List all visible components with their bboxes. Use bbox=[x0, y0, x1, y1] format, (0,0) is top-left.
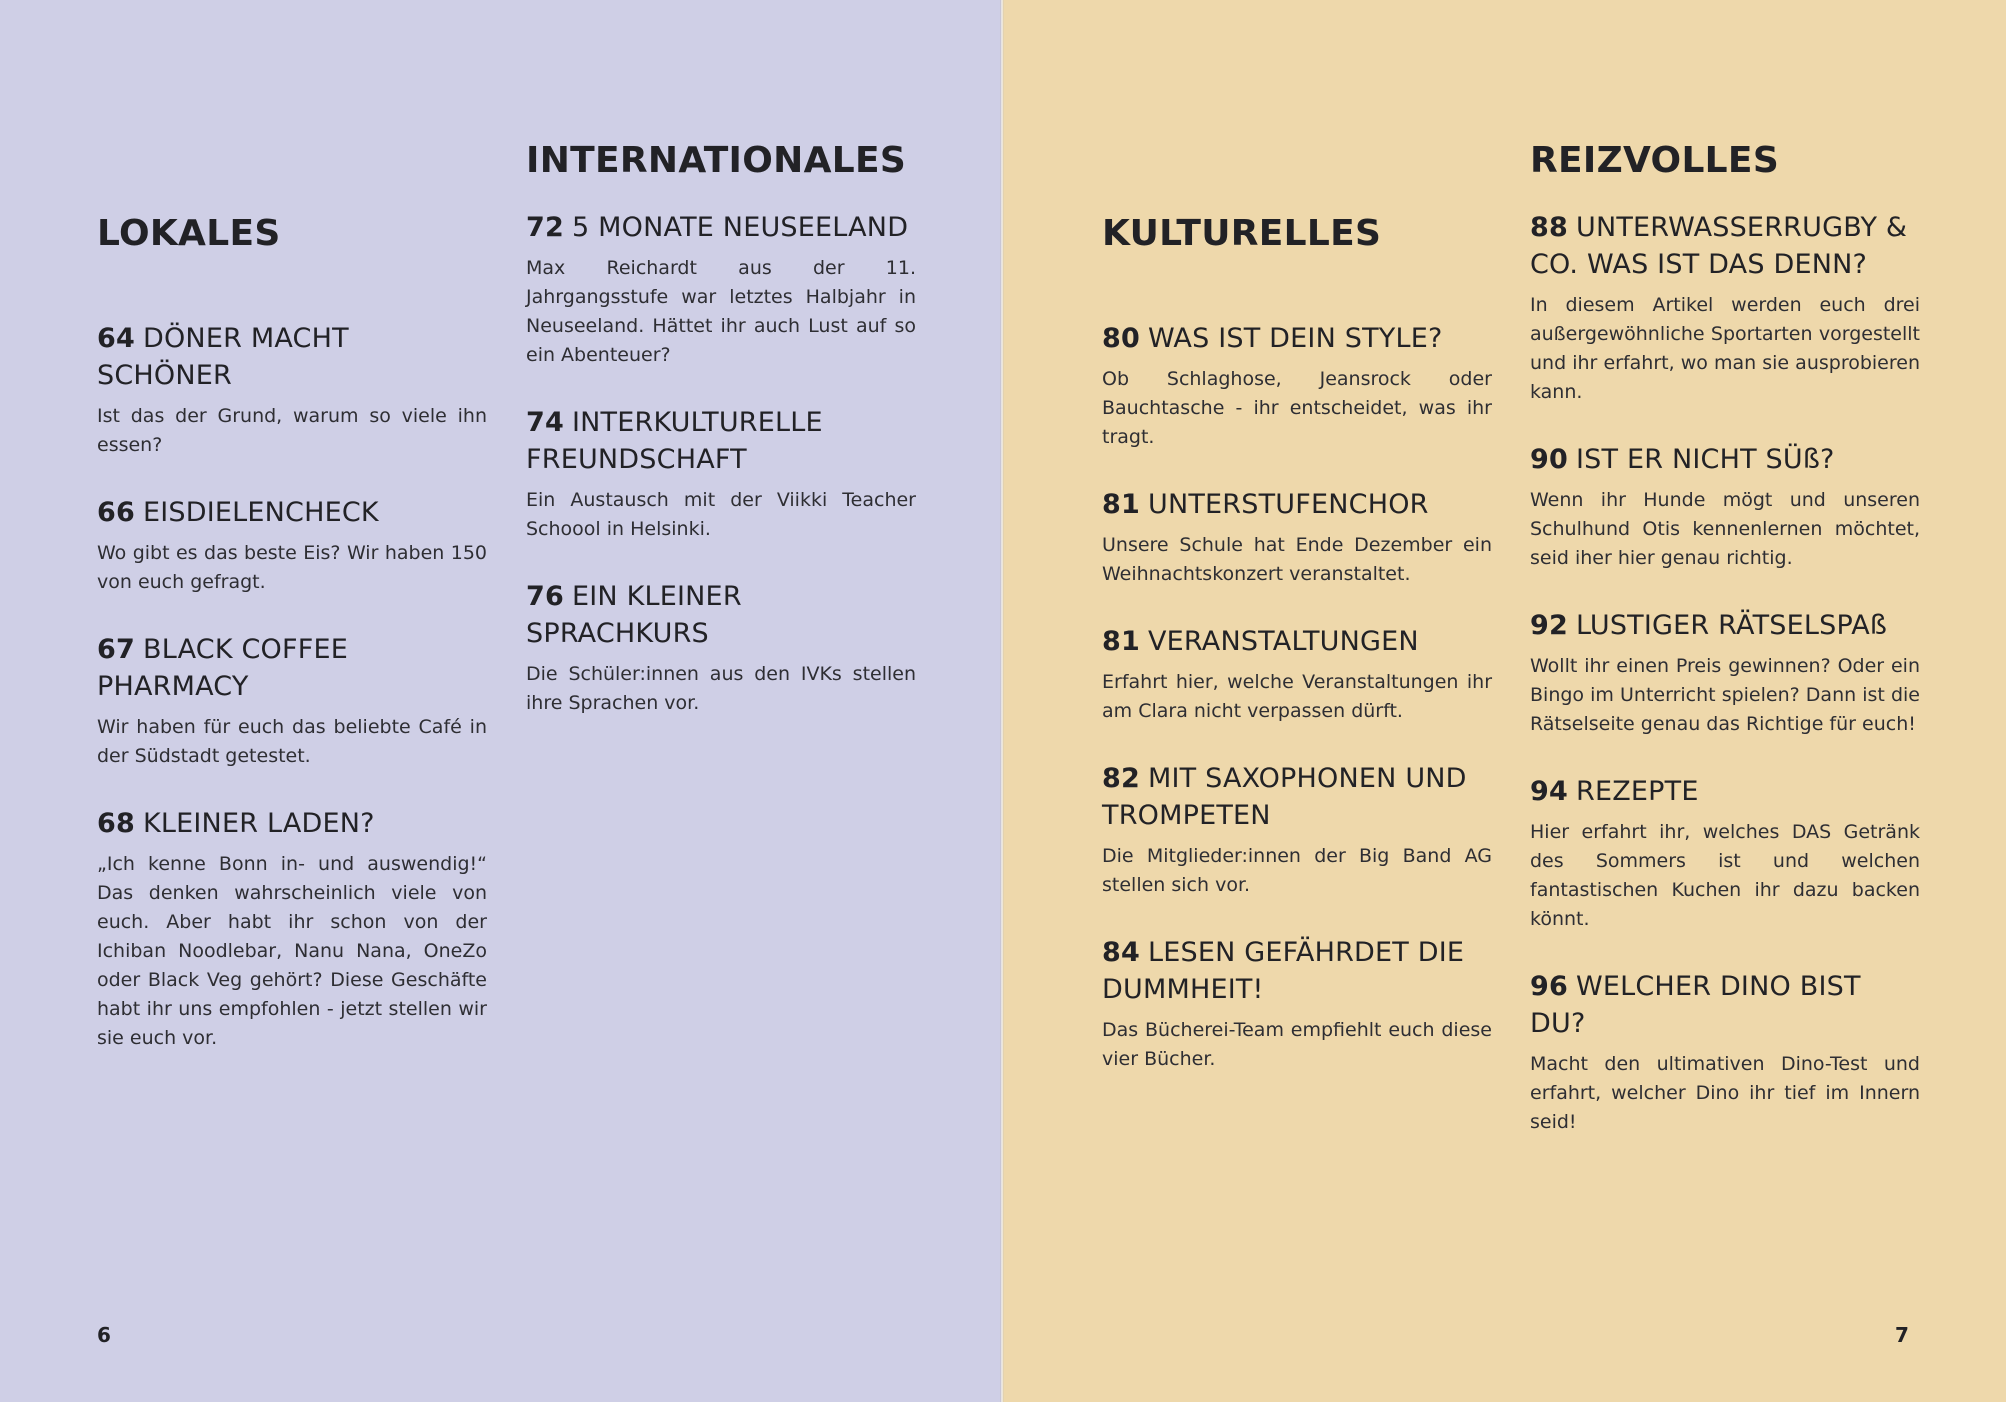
entry-description: Max Reichardt aus der 11. Jahrgangsstufe war letztes Halbjahr in Neuseeland. Hättet ihr auch Lust auf so ein Abenteuer? bbox=[526, 257, 916, 366]
entry-heading bbox=[1102, 934, 1492, 1008]
entry-title: EIN KLEINER SPRACHKURS bbox=[526, 581, 742, 649]
toc-entry[interactable] bbox=[97, 494, 487, 597]
entry-page-number: 96 bbox=[1530, 971, 1568, 1002]
entry-heading bbox=[526, 404, 916, 478]
entry-description: Die Schüler:innen aus den IVKs stellen ihre Sprachen vor. bbox=[526, 663, 916, 714]
entry-heading bbox=[97, 494, 487, 531]
toc-entry[interactable] bbox=[1530, 209, 1920, 407]
column-lokales bbox=[97, 212, 487, 1087]
entry-title: DÖNER MACHT SCHÖNER bbox=[97, 323, 349, 391]
entry-title: KLEINER LADEN? bbox=[142, 808, 375, 839]
entry-page-number: 76 bbox=[526, 581, 564, 612]
entry-heading bbox=[526, 209, 916, 246]
entry-heading bbox=[526, 578, 916, 652]
entry-heading bbox=[1102, 486, 1492, 523]
entry-heading bbox=[1530, 441, 1920, 478]
entry-description: Wo gibt es das beste Eis? Wir haben 150 von euch gefragt. bbox=[97, 542, 487, 593]
toc-entry[interactable] bbox=[1102, 486, 1492, 589]
toc-entry[interactable] bbox=[97, 320, 487, 460]
entry-heading bbox=[1530, 607, 1920, 644]
toc-entry[interactable] bbox=[1530, 773, 1920, 934]
entry-page-number: 81 bbox=[1102, 489, 1140, 520]
entry-title: 5 MONATE NEUSEELAND bbox=[571, 212, 909, 243]
entry-page-number: 82 bbox=[1102, 763, 1140, 794]
toc-entry[interactable] bbox=[1530, 968, 1920, 1137]
entry-title: LESEN GEFÄHRDET DIE DUMMHEIT! bbox=[1102, 937, 1465, 1005]
entry-title: BLACK COFFEE PHARMACY bbox=[97, 634, 348, 702]
entry-heading bbox=[1530, 968, 1920, 1042]
entry-page-number: 68 bbox=[97, 808, 135, 839]
entry-page-number: 94 bbox=[1530, 776, 1568, 807]
toc-entry[interactable] bbox=[526, 209, 916, 370]
entry-description: Wenn ihr Hunde mögt und unseren Schulhund Otis kennenlernen möchtet, seid iher hier genau richtig. bbox=[1530, 489, 1920, 569]
entry-heading bbox=[1530, 773, 1920, 810]
entry-page-number: 80 bbox=[1102, 323, 1140, 354]
entry-page-number: 64 bbox=[97, 323, 135, 354]
entry-page-number: 92 bbox=[1530, 610, 1568, 641]
section-title: REIZVOLLES bbox=[1530, 140, 1780, 181]
entry-title: UNTERSTUFENCHOR bbox=[1147, 489, 1429, 520]
entry-description: Unsere Schule hat Ende Dezember ein Weihnachtskonzert veranstaltet. bbox=[1102, 534, 1492, 585]
toc-entry[interactable] bbox=[97, 631, 487, 771]
entry-title: REZEPTE bbox=[1575, 776, 1699, 807]
entry-page-number: 67 bbox=[97, 634, 135, 665]
right-page bbox=[1004, 0, 2006, 1402]
entry-description: Ein Austausch mit der Viikki Teacher Schoool in Helsinki. bbox=[526, 489, 916, 540]
entry-title: VERANSTALTUNGEN bbox=[1147, 626, 1419, 657]
toc-entry[interactable] bbox=[1102, 320, 1492, 452]
entry-description: Macht den ultimativen Dino-Test und erfahrt, welcher Dino ihr tief im Innern seid! bbox=[1530, 1053, 1920, 1133]
entry-description: Wollt ihr einen Preis gewinnen? Oder ein Bingo im Unterricht spielen? Dann ist die Rätselseite genau das Richtige für euch! bbox=[1530, 655, 1920, 735]
entry-heading bbox=[97, 805, 487, 842]
entry-description: In diesem Artikel werden euch drei außergewöhnliche Sportarten vorgestellt und ihr erfahrt, wo man sie ausprobieren kann. bbox=[1530, 294, 1920, 403]
entry-title: UNTERWASSERRUGBY & CO. WAS IST DAS DENN? bbox=[1530, 212, 1908, 280]
entry-page-number: 90 bbox=[1530, 444, 1568, 475]
section-title: LOKALES bbox=[97, 213, 281, 254]
entry-description: „Ich kenne Bonn in- und auswendig!“ Das denken wahrscheinlich viele von euch. Aber habt ihr schon von der Ichiban Noodlebar, Nanu Nana, OneZo oder Black Veg gehört? Diese Geschäfte habt ihr uns empfohlen - jetzt stellen wir sie euch vor. bbox=[97, 853, 487, 1049]
entry-description: Ist das der Grund, warum so viele ihn essen? bbox=[97, 405, 487, 456]
toc-entry[interactable] bbox=[526, 404, 916, 544]
entry-description: Wir haben für euch das beliebte Café in der Südstadt getestet. bbox=[97, 716, 487, 767]
section-title: KULTURELLES bbox=[1102, 213, 1382, 254]
entry-page-number: 81 bbox=[1102, 626, 1140, 657]
entry-description: Hier erfahrt ihr, welches DAS Getränk des Sommers ist und welchen fantastischen Kuchen ihr dazu backen könnt. bbox=[1530, 821, 1920, 930]
entry-title: IST ER NICHT SÜß? bbox=[1575, 444, 1835, 475]
entry-title: LUSTIGER RÄTSELSPAß bbox=[1575, 610, 1888, 641]
entry-heading bbox=[97, 631, 487, 705]
page-number-left: 6 bbox=[97, 1323, 111, 1347]
toc-entry[interactable] bbox=[1102, 934, 1492, 1074]
entry-title: WELCHER DINO BIST DU? bbox=[1530, 971, 1861, 1039]
entry-page-number: 72 bbox=[526, 212, 564, 243]
entry-page-number: 66 bbox=[97, 497, 135, 528]
page-number-right: 7 bbox=[1895, 1323, 1909, 1347]
entry-heading bbox=[97, 320, 487, 394]
toc-entry[interactable] bbox=[97, 805, 487, 1053]
entry-title: WAS IST DEIN STYLE? bbox=[1147, 323, 1443, 354]
toc-entry[interactable] bbox=[1102, 760, 1492, 900]
toc-entry[interactable] bbox=[526, 578, 916, 718]
entry-page-number: 74 bbox=[526, 407, 564, 438]
entry-heading bbox=[1102, 623, 1492, 660]
entry-description: Das Bücherei-Team empfiehlt euch diese vier Bücher. bbox=[1102, 1019, 1492, 1070]
toc-entry[interactable] bbox=[1530, 441, 1920, 573]
toc-entry[interactable] bbox=[1102, 623, 1492, 726]
entry-title: INTERKULTURELLE FREUNDSCHAFT bbox=[526, 407, 823, 475]
entry-description: Die Mitglieder:innen der Big Band AG stellen sich vor. bbox=[1102, 845, 1492, 896]
section-title: INTERNATIONALES bbox=[526, 140, 907, 181]
entry-heading bbox=[1530, 209, 1920, 283]
entry-description: Erfahrt hier, welche Veranstaltungen ihr am Clara nicht verpassen dürft. bbox=[1102, 671, 1492, 722]
left-page bbox=[0, 0, 1000, 1402]
entry-page-number: 84 bbox=[1102, 937, 1140, 968]
toc-entry[interactable] bbox=[1530, 607, 1920, 739]
entry-title: EISDIELENCHECK bbox=[142, 497, 379, 528]
entry-heading bbox=[1102, 760, 1492, 834]
entry-page-number: 88 bbox=[1530, 212, 1568, 243]
column-internationales bbox=[526, 139, 916, 752]
entry-title: MIT SAXOPHONEN UND TROMPETEN bbox=[1102, 763, 1467, 831]
entry-heading bbox=[1102, 320, 1492, 357]
column-kulturelles bbox=[1102, 212, 1492, 1108]
entry-description: Ob Schlaghose, Jeansrock oder Bauchtasche - ihr entscheidet, was ihr tragt. bbox=[1102, 368, 1492, 448]
column-reizvolles bbox=[1530, 139, 1920, 1171]
